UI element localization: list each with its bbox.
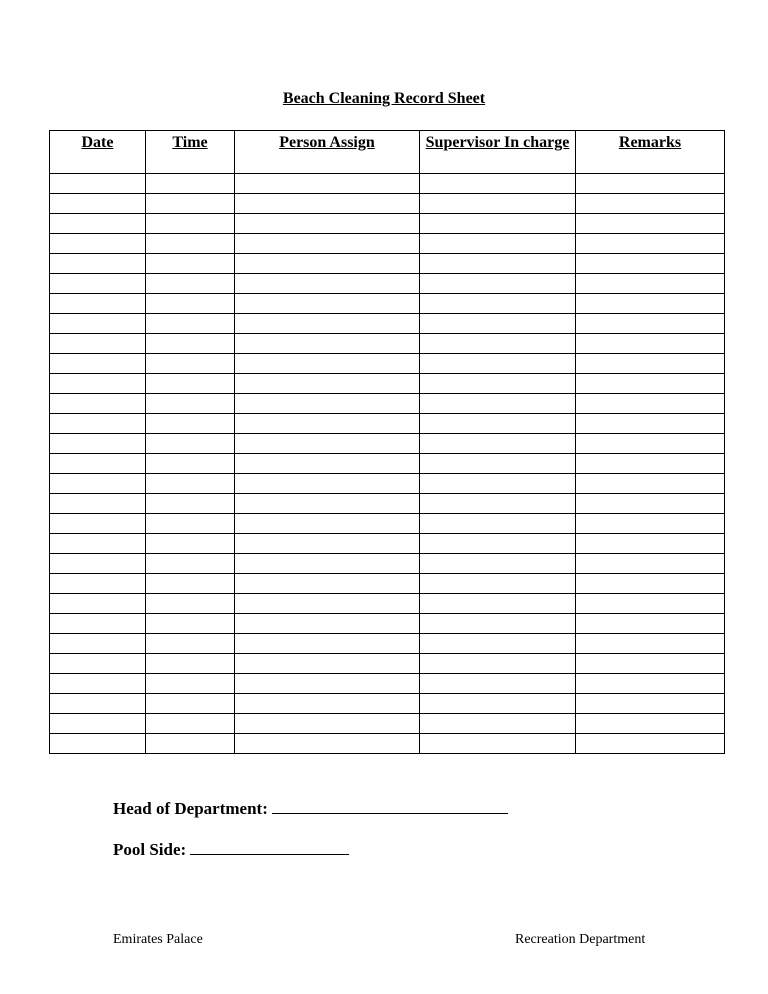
table-cell[interactable] [146,194,235,214]
table-cell[interactable] [420,334,576,354]
table-row [50,514,725,534]
table-cell[interactable] [146,634,235,654]
table-cell[interactable] [50,694,146,714]
table-cell[interactable] [420,534,576,554]
table-cell[interactable] [50,394,146,414]
table-row [50,674,725,694]
table-cell[interactable] [235,354,420,374]
table-cell[interactable] [576,174,725,194]
document-title: Beach Cleaning Record Sheet [282,90,486,107]
table-cell[interactable] [50,554,146,574]
table-cell[interactable] [235,374,420,394]
table-cell[interactable] [50,434,146,454]
table-cell[interactable] [146,514,235,534]
column-header-supervisor: Supervisor In charge [420,131,576,174]
table-cell[interactable] [50,614,146,634]
table-cell[interactable] [420,274,576,294]
table-row [50,614,725,634]
column-header-person-assign: Person Assign [235,131,420,174]
table-cell[interactable] [576,354,725,374]
table-row [50,334,725,354]
table-row [50,314,725,334]
table-cell[interactable] [235,654,420,674]
table-cell[interactable] [420,574,576,594]
table-cell[interactable] [576,654,725,674]
table-cell[interactable] [50,674,146,694]
table-cell[interactable] [235,434,420,454]
table-cell[interactable] [50,634,146,654]
table-cell[interactable] [235,694,420,714]
table-row [50,174,725,194]
column-header-date: Date [50,131,146,174]
table-cell[interactable] [146,214,235,234]
table-row [50,534,725,554]
table-cell[interactable] [420,494,576,514]
table-cell[interactable] [576,674,725,694]
table-row [50,594,725,614]
table-cell[interactable] [576,234,725,254]
table-row [50,274,725,294]
table-cell[interactable] [576,614,725,634]
table-cell[interactable] [420,594,576,614]
table-cell[interactable] [50,354,146,374]
table-cell[interactable] [235,674,420,694]
table-cell[interactable] [576,734,725,754]
table-cell[interactable] [50,454,146,474]
table-cell[interactable] [576,274,725,294]
table-row [50,694,725,714]
table-cell[interactable] [420,454,576,474]
table-cell[interactable] [576,414,725,434]
table-cell[interactable] [235,394,420,414]
table-cell[interactable] [235,214,420,234]
table-cell[interactable] [576,454,725,474]
table-cell[interactable] [420,294,576,314]
table-cell[interactable] [576,474,725,494]
table-cell[interactable] [576,314,725,334]
table-cell[interactable] [576,554,725,574]
table-cell[interactable] [576,434,725,454]
table-row [50,734,725,754]
table-cell[interactable] [420,234,576,254]
head-of-department-signature-line[interactable] [272,797,508,814]
table-row [50,254,725,274]
table-cell[interactable] [420,194,576,214]
table-row [50,434,725,454]
table-cell[interactable] [146,654,235,674]
table-cell[interactable] [420,174,576,194]
table-cell[interactable] [420,614,576,634]
table-cell[interactable] [420,254,576,274]
pool-side-label: Pool Side: [113,840,187,859]
table-cell[interactable] [146,694,235,714]
footer-right: Recreation Department [515,932,646,947]
table-cell[interactable] [420,514,576,534]
table-cell[interactable] [50,254,146,274]
table-cell[interactable] [50,534,146,554]
table-cell[interactable] [50,194,146,214]
table-row [50,454,725,474]
table-row [50,574,725,594]
table-cell[interactable] [146,314,235,334]
table-cell[interactable] [50,314,146,334]
table-cell[interactable] [50,374,146,394]
table-cell[interactable] [420,674,576,694]
table-row [50,374,725,394]
table-row [50,554,725,574]
table-cell[interactable] [235,474,420,494]
table-cell[interactable] [420,654,576,674]
table-cell[interactable] [146,234,235,254]
table-cell[interactable] [420,314,576,334]
table-cell[interactable] [235,314,420,334]
table-cell[interactable] [50,294,146,314]
table-row [50,394,725,414]
table-cell[interactable] [576,374,725,394]
table-cell[interactable] [576,334,725,354]
table-cell[interactable] [576,214,725,234]
table-cell[interactable] [235,554,420,574]
table-cell[interactable] [235,614,420,634]
table-cell[interactable] [420,394,576,414]
table-cell[interactable] [146,414,235,434]
table-cell[interactable] [235,514,420,534]
table-cell[interactable] [146,394,235,414]
pool-side-signature [113,838,349,860]
table-row [50,414,725,434]
table-cell[interactable] [235,194,420,214]
column-header-time: Time [146,131,235,174]
table-cell[interactable] [50,414,146,434]
table-cell[interactable] [420,554,576,574]
table-cell[interactable] [576,394,725,414]
table-cell[interactable] [420,694,576,714]
table-cell[interactable] [146,574,235,594]
table-cell[interactable] [50,654,146,674]
table-cell[interactable] [235,294,420,314]
table-cell[interactable] [146,174,235,194]
table-row [50,354,725,374]
table-cell[interactable] [420,214,576,234]
table-row [50,294,725,314]
table-row [50,714,725,734]
table-cell[interactable] [235,454,420,474]
table-cell[interactable] [50,474,146,494]
table-cell[interactable] [420,634,576,654]
table-cell[interactable] [146,294,235,314]
table-cell[interactable] [50,334,146,354]
table-cell[interactable] [235,574,420,594]
table-cell[interactable] [146,734,235,754]
table-cell[interactable] [50,234,146,254]
table-row [50,214,725,234]
table-cell[interactable] [235,414,420,434]
table-cell[interactable] [146,374,235,394]
table-cell[interactable] [420,354,576,374]
table-cell[interactable] [146,434,235,454]
table-cell[interactable] [50,574,146,594]
table-cell[interactable] [576,694,725,714]
table-cell[interactable] [235,714,420,734]
table-cell[interactable] [420,414,576,434]
table-cell[interactable] [576,594,725,614]
table-cell[interactable] [50,514,146,534]
table-cell[interactable] [146,474,235,494]
table-cell[interactable] [146,494,235,514]
table-cell[interactable] [420,434,576,454]
table-row [50,634,725,654]
table-cell[interactable] [146,534,235,554]
table-cell[interactable] [576,634,725,654]
table-cell[interactable] [146,614,235,634]
table-cell[interactable] [235,534,420,554]
table-cell[interactable] [235,254,420,274]
table-cell[interactable] [50,734,146,754]
table-cell[interactable] [50,714,146,734]
table-cell[interactable] [576,294,725,314]
table-cell[interactable] [146,334,235,354]
table-cell[interactable] [146,454,235,474]
table-cell[interactable] [420,374,576,394]
footer-left: Emirates Palace [113,932,203,947]
column-header-remarks: Remarks [576,131,725,174]
table-cell[interactable] [576,194,725,214]
table-cell[interactable] [420,734,576,754]
table-row [50,234,725,254]
table-row [50,494,725,514]
table-cell[interactable] [50,274,146,294]
table-cell[interactable] [420,714,576,734]
table-cell[interactable] [420,474,576,494]
table-cell[interactable] [576,254,725,274]
table-cell[interactable] [50,594,146,614]
table-cell[interactable] [50,494,146,514]
table-cell[interactable] [146,714,235,734]
head-of-department-signature [113,797,508,819]
table-cell[interactable] [146,594,235,614]
head-of-department-label: Head of Department: [113,799,268,818]
record-table [49,130,725,754]
pool-side-signature-line[interactable] [190,838,349,855]
header-row [50,131,725,174]
table-cell[interactable] [146,254,235,274]
table-cell[interactable] [235,174,420,194]
table-cell[interactable] [235,594,420,614]
table-row [50,654,725,674]
table-cell[interactable] [576,574,725,594]
table-cell[interactable] [146,674,235,694]
table-cell[interactable] [576,514,725,534]
table-cell[interactable] [235,494,420,514]
table-cell[interactable] [576,714,725,734]
table-cell[interactable] [146,354,235,374]
table-row [50,474,725,494]
table-cell[interactable] [235,734,420,754]
table-cell[interactable] [235,274,420,294]
table-cell[interactable] [50,174,146,194]
table-cell[interactable] [146,554,235,574]
table-cell[interactable] [146,274,235,294]
table-cell[interactable] [576,494,725,514]
table-row [50,194,725,214]
record-table-body [50,174,725,754]
table-cell[interactable] [576,534,725,554]
table-cell[interactable] [235,634,420,654]
table-cell[interactable] [235,334,420,354]
table-cell[interactable] [50,214,146,234]
table-cell[interactable] [235,234,420,254]
